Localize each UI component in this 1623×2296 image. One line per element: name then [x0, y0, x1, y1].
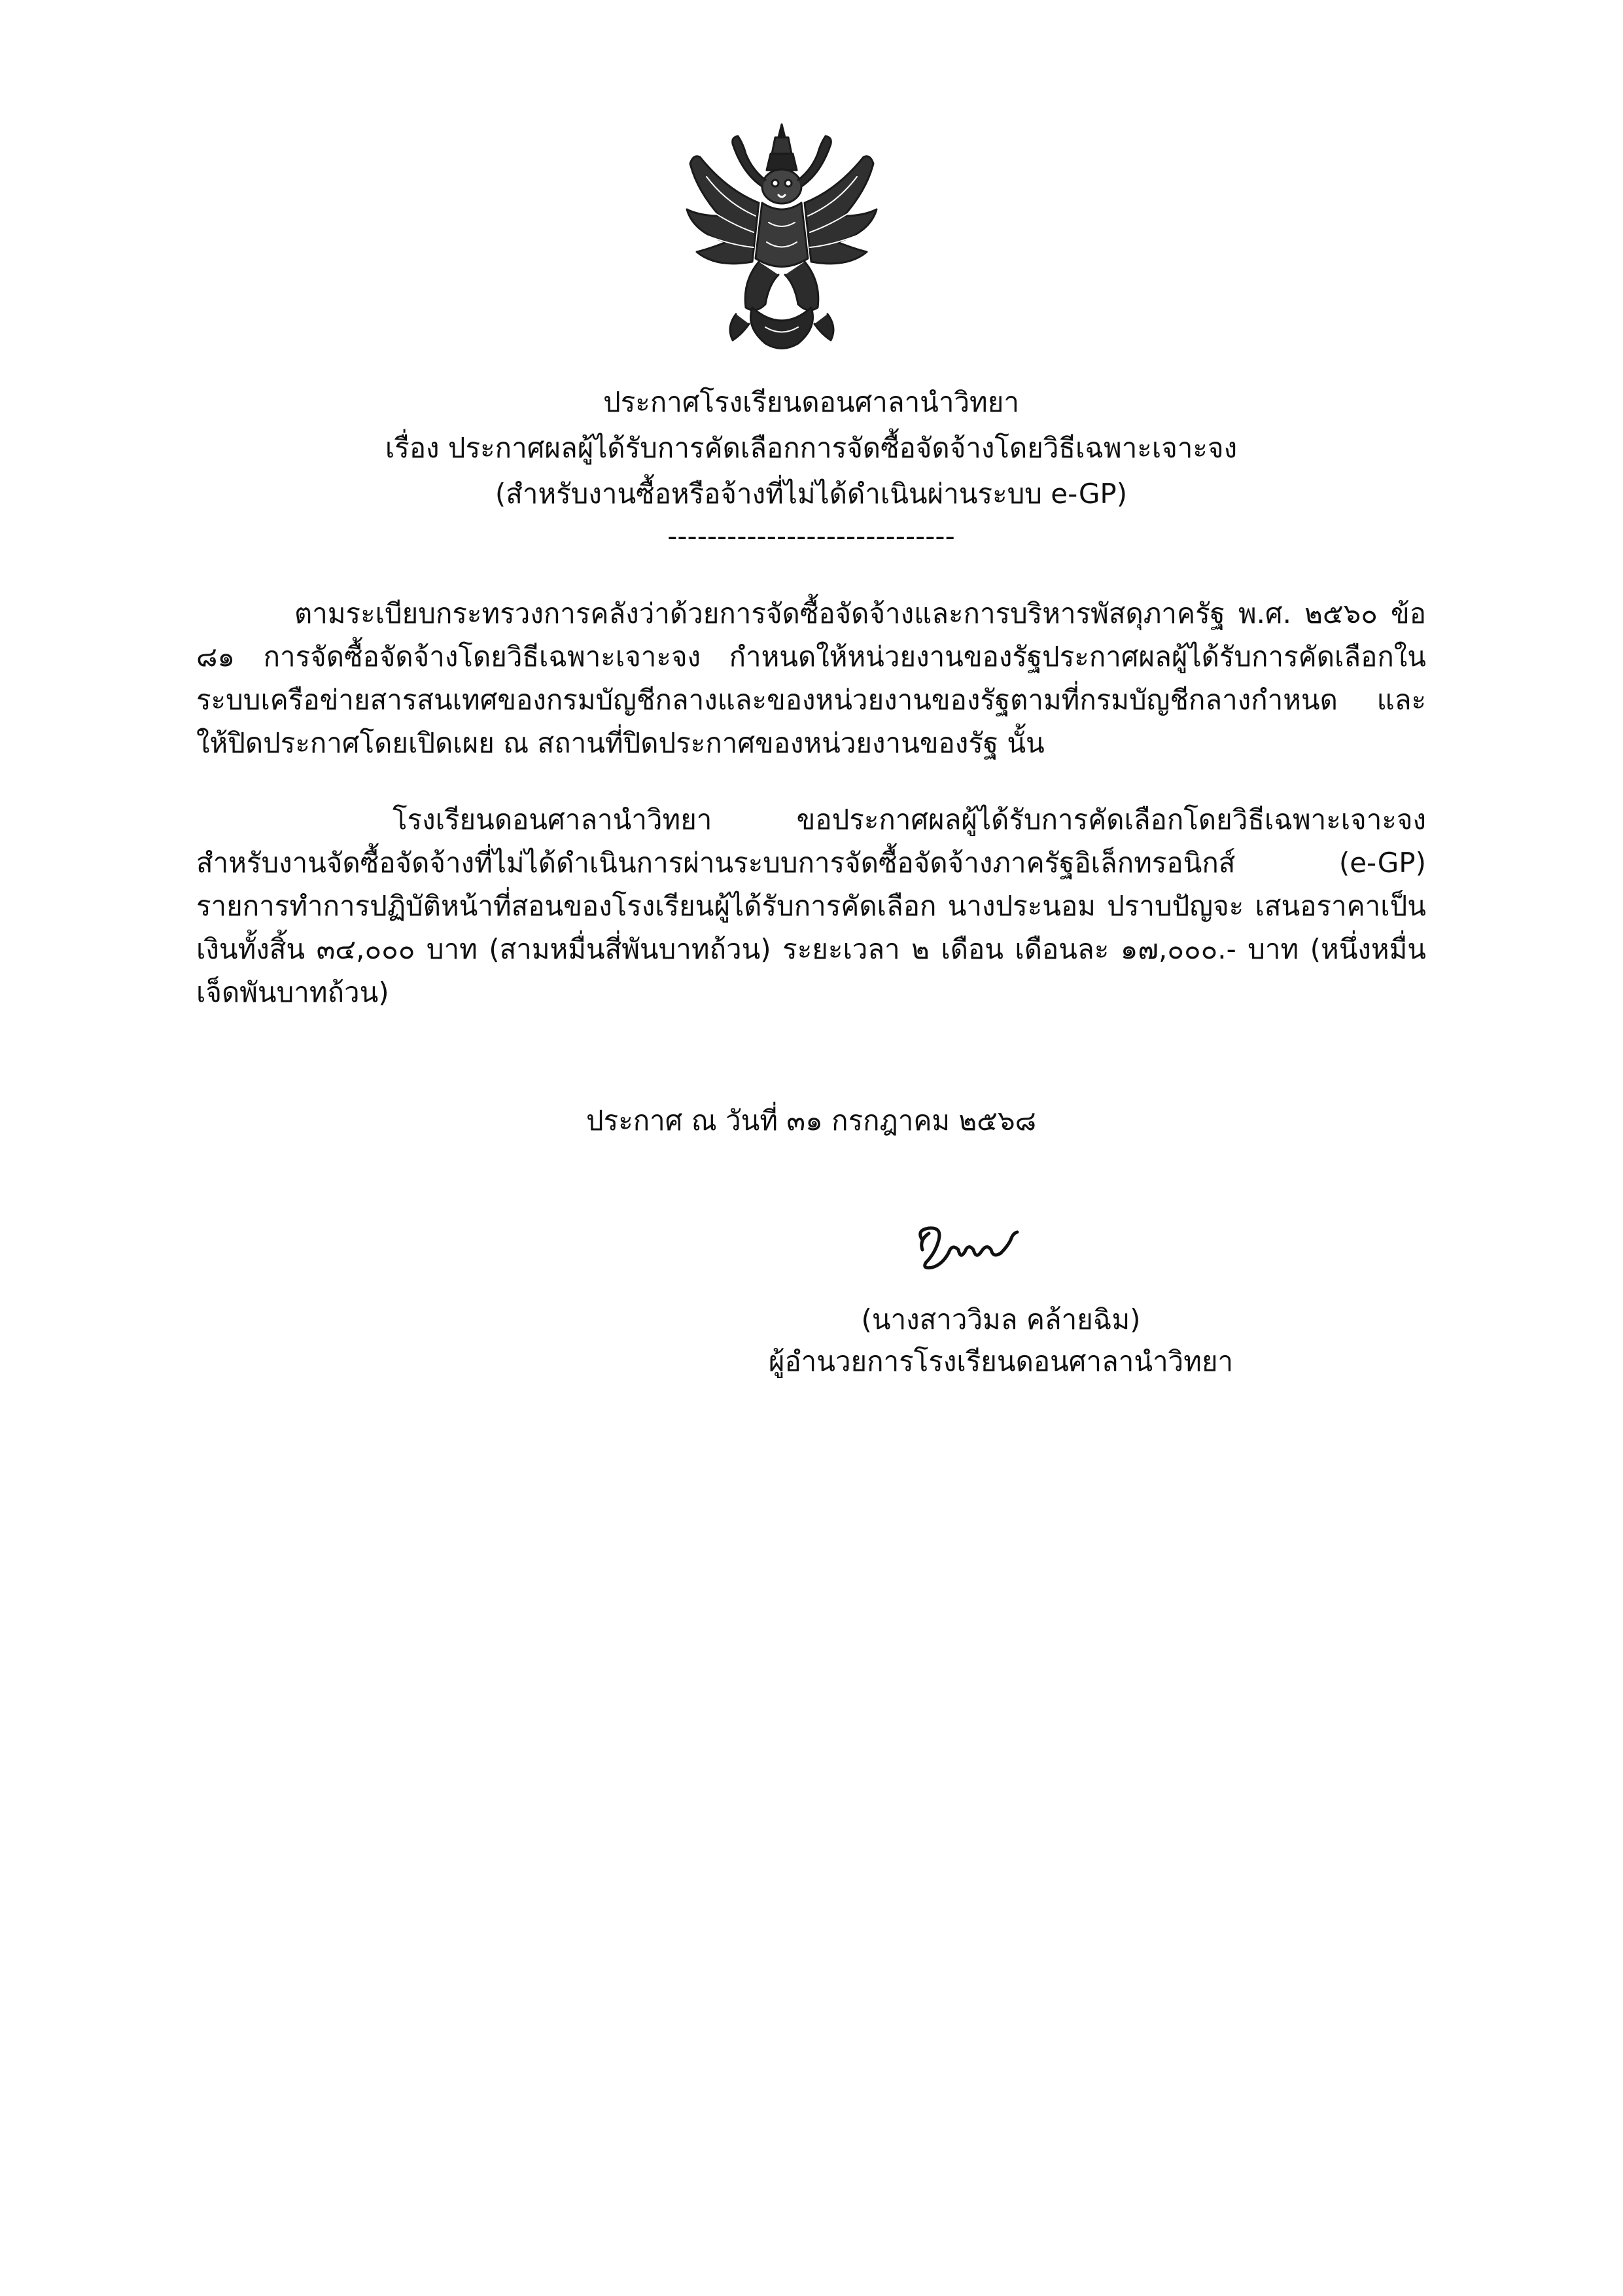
announcement-note: (สำหรับงานซื้อหรือจ้างที่ไม่ได้ดำเนินผ่านระบบ e-GP) — [495, 478, 1128, 510]
signer-position: ผู้อำนวยการโรงเรียนดอนศาลานำวิทยา — [768, 1345, 1234, 1377]
signer-block — [674, 1299, 1328, 1383]
announcement-org-title: ประกาศโรงเรียนดอนศาลานำวิทยา — [603, 386, 1019, 418]
signer-name: (นางสาววิมล คล้ายฉิม) — [861, 1303, 1141, 1335]
body-paragraph-1: ตามระเบียบกระทรวงการคลังว่าด้วยการจัดซื้อจัดจ้างและการบริหารพัสดุภาครัฐ พ.ศ. ๒๕๖๐ ข้อ ๘๑ การจัดซื้อจัดจ้างโดยวิธีเฉพาะเจาะจง กำหนดให้หน่วยงานของรัฐประกาศผลผู้ได้รับการคัดเลือกในระบบเครือข่ายสารสนเทศของกรมบัญชีกลางและของหน่วยงานของรัฐตามที่กรมบัญชีกลางกำหนด และให้ปิดประกาศโดยเปิดเผย ณ สถานที่ปิดประกาศของหน่วยงานของรัฐ นั้น — [196, 597, 1426, 759]
garuda-emblem-icon — [680, 118, 883, 366]
announcement-subject: เรื่อง ประกาศผลผู้ได้รับการคัดเลือกการจัดซื้อจัดจ้างโดยวิธีเฉพาะเจาะจง — [385, 432, 1238, 464]
announcement-header — [196, 380, 1426, 556]
handwritten-signature-icon — [903, 1214, 1034, 1286]
header-divider: ----------------------------- — [667, 520, 955, 552]
announcement-date: ประกาศ ณ วันที่ ๓๑ กรกฎาคม ๒๕๖๘ — [585, 1104, 1037, 1137]
body-paragraph-2: โรงเรียนดอนศาลานำวิทยา ขอประกาศผลผู้ได้รับการคัดเลือกโดยวิธีเฉพาะเจาะจง สำหรับงานจัดซื้อจัดจ้างที่ไม่ได้ดำเนินการผ่านระบบการจัดซื้อจัดจ้างภาครัฐอิเล็กทรอนิกส์ (e-GP) รายการทำการปฏิบัติหน้าที่สอนของโรงเรียนผู้ได้รับการคัดเลือก นางประนอม ปราบปัญจะ เสนอราคาเป็นเงินทั้งสิ้น ๓๔,๐๐๐ บาท (สามหมื่นสี่พันบาทถ้วน) ระยะเวลา ๒ เดือน เดือนละ ๑๗,๐๐๐.- บาท (หนึ่งหมื่นเจ็ดพันบาทถ้วน) — [196, 804, 1426, 1008]
